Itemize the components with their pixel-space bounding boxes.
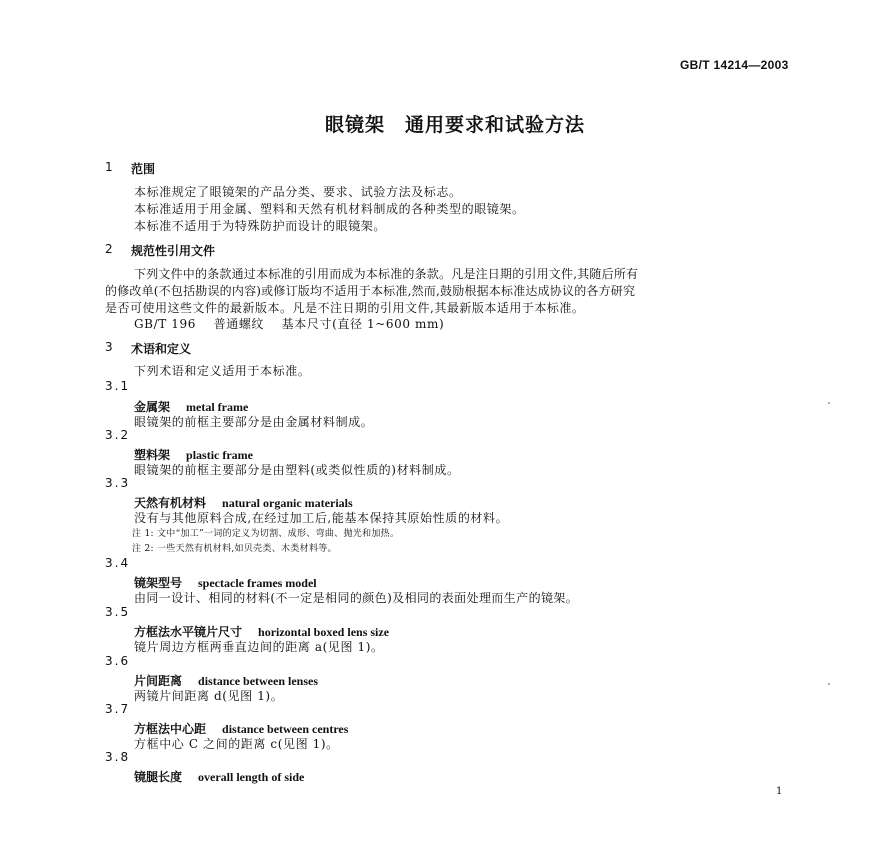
term-english: horizontal boxed lens size xyxy=(258,625,390,639)
term-chinese: 金属架 xyxy=(134,400,171,414)
term-number: 3.1 xyxy=(105,379,131,393)
title-part-1: 眼镜架 xyxy=(324,114,385,136)
section-3-heading: 术语和定义 xyxy=(131,342,192,356)
section-1-para-3: 本标准不适用于为特殊防护而设计的眼镜架。 xyxy=(134,219,387,233)
section-1-number: 1 xyxy=(105,160,113,174)
note-2: 注 2: 一些天然有机材料,如贝壳类、木类材料等。 xyxy=(132,544,337,554)
section-2-line-3: 是否可使用这些文件的最新版本。凡是不注日期的引用文件,其最新版本适用于本标准。 xyxy=(105,301,585,315)
term-number: 3.5 xyxy=(105,605,131,619)
term-heading xyxy=(134,766,304,785)
term-number: 3.4 xyxy=(105,556,131,570)
term-number: 3.8 xyxy=(105,750,131,764)
section-2-number: 2 xyxy=(105,242,113,256)
document-title xyxy=(0,110,870,137)
scan-speck xyxy=(828,402,830,404)
term-chinese: 塑料架 xyxy=(134,448,171,462)
page-number: 1 xyxy=(776,786,783,797)
term-number: 3.6 xyxy=(105,654,131,668)
term-definition: 眼镜架的前框主要部分是由塑料(或类似性质的)材料制成。 xyxy=(134,463,460,477)
section-1-para-1: 本标准规定了眼镜架的产品分类、要求、试验方法及标志。 xyxy=(134,185,462,199)
term-chinese: 方框法中心距 xyxy=(134,722,207,736)
section-3-intro: 下列术语和定义适用于本标准。 xyxy=(134,364,311,378)
term-number: 3.7 xyxy=(105,702,131,716)
section-2-line-2: 的修改单(不包括勘误的内容)或修订版均不适用于本标准,然而,鼓励根据本标准达成协议的各方研究 xyxy=(105,284,636,298)
section-3-number: 3 xyxy=(105,340,113,354)
term-english: overall length of side xyxy=(198,770,305,784)
term-definition: 眼镜架的前框主要部分是由金属材料制成。 xyxy=(134,415,374,429)
section-1-heading: 范围 xyxy=(131,162,156,176)
section-2-line-1: 下列文件中的条款通过本标准的引用而成为本标准的条款。凡是注日期的引用文件,其随后所有 xyxy=(134,267,639,281)
term-definition: 没有与其他原料合成,在经过加工后,能基本保持其原始性质的材料。 xyxy=(134,511,509,525)
term-definition: 方框中心 C 之间的距离 c(见图 1)。 xyxy=(134,737,339,751)
term-english: distance between centres xyxy=(222,722,349,736)
normative-reference: GB/T 196 普通螺纹 基本尺寸(直径 1~600 mm) xyxy=(134,317,445,331)
term-english: natural organic materials xyxy=(222,496,353,510)
term-english: spectacle frames model xyxy=(198,576,317,590)
term-definition: 由同一设计、相同的材料(不一定是相同的颜色)及相同的表面处理而生产的镜架。 xyxy=(134,591,579,605)
term-definition: 镜片周边方框两垂直边间的距离 a(见图 1)。 xyxy=(134,640,384,654)
standard-code: GB/T 14214—2003 xyxy=(680,58,789,72)
term-definition: 两镜片间距离 d(见图 1)。 xyxy=(134,689,284,703)
scan-speck xyxy=(828,683,830,685)
term-chinese: 片间距离 xyxy=(134,674,183,688)
term-chinese: 镜腿长度 xyxy=(134,770,183,784)
note-1: 注 1: 文中“加工”一词的定义为切割、成形、弯曲、抛光和加热。 xyxy=(132,529,400,539)
section-2-heading: 规范性引用文件 xyxy=(131,244,216,258)
term-chinese: 天然有机材料 xyxy=(134,496,207,510)
title-part-2: 通用要求和试验方法 xyxy=(405,114,586,136)
section-1-para-2: 本标准适用于用金属、塑料和天然有机材料制成的各种类型的眼镜架。 xyxy=(134,202,525,216)
term-english: plastic frame xyxy=(186,448,253,462)
term-chinese: 方框法水平镜片尺寸 xyxy=(134,625,243,639)
term-number: 3.2 xyxy=(105,428,131,442)
term-english: distance between lenses xyxy=(198,674,319,688)
term-chinese: 镜架型号 xyxy=(134,576,183,590)
term-number: 3.3 xyxy=(105,476,131,490)
term-english: metal frame xyxy=(186,400,249,414)
